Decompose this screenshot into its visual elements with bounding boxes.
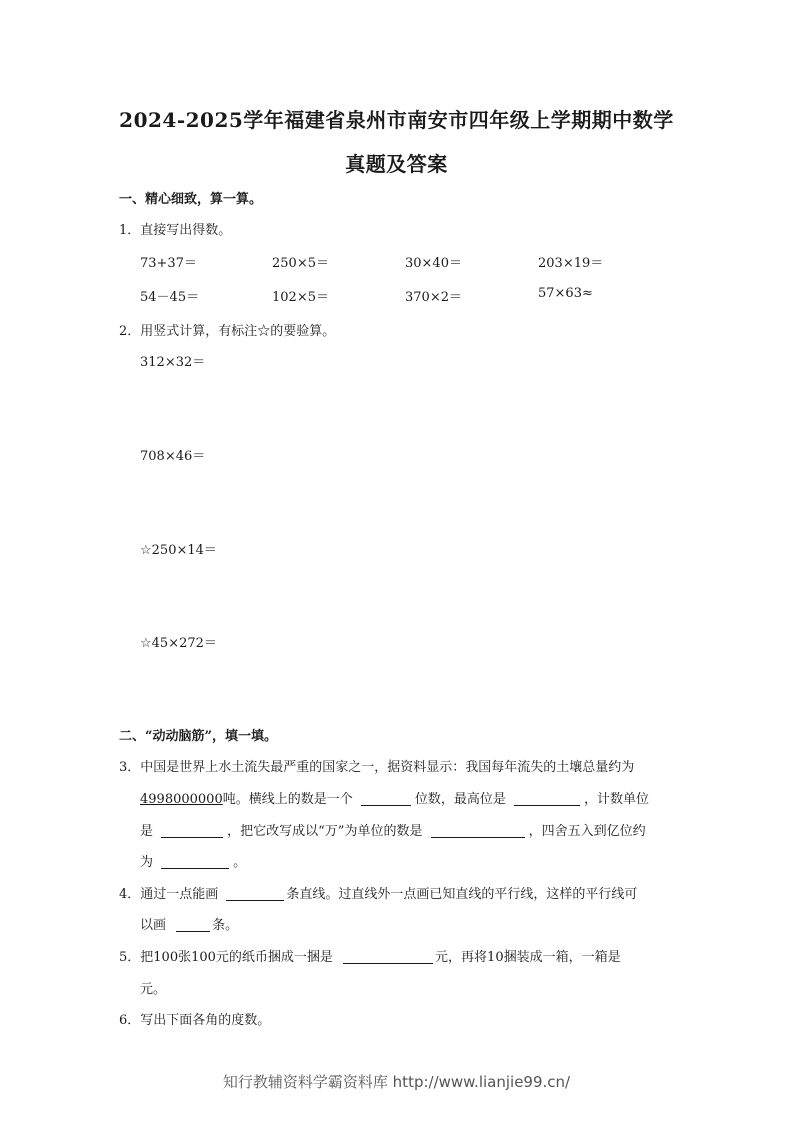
q3-part1: 3．中国是世界上水土流失最严重的国家之一，据资料显示：我国每年流失的土壤总量约为 (119, 760, 635, 775)
q2-item-1: 312×32＝ (140, 355, 206, 370)
q3-line-4 (140, 851, 246, 870)
section-2-heading: 二、“动动脑筋”，填一填。 (119, 729, 277, 744)
q1-r2-c2: 102×5＝ (272, 290, 329, 305)
q6-label: 6．写出下面各角的度数。 (119, 1013, 271, 1028)
q1-r1-c3: 30×40＝ (405, 256, 462, 271)
q1-r2-c4: 57×63≈ (538, 286, 593, 301)
q3-part6: ，把它改写成以“万”为单位的数是 (227, 824, 423, 839)
q2-item-2: 708×46＝ (140, 449, 206, 464)
q3-blank-unit[interactable] (161, 823, 223, 838)
q3-line-2 (140, 788, 649, 807)
q3-part3: 位数，最高位是 (414, 792, 506, 807)
q1-r1-c2: 250×5＝ (272, 256, 329, 271)
q2-label: 2．用竖式计算，有标注☆的要验算。 (119, 324, 336, 339)
q5-line-2 (140, 978, 166, 997)
footer-watermark: 知行教辅资料学霸资料库 http://www.lianjie99.cn/ (222, 1073, 571, 1091)
q4-part1: 4．通过一点能画 (119, 887, 219, 902)
q3-part4: ，计数单位 (584, 792, 650, 807)
q1-label: 1．直接写出得数。 (119, 223, 232, 238)
q3-blank-highest-place[interactable] (514, 791, 580, 806)
q3-line-3 (140, 820, 646, 839)
q2-item-4: ☆45×272＝ (140, 636, 217, 651)
title-line-1: 2024-2025学年福建省泉州市南安市四年级上学期期中数学 (119, 108, 674, 132)
q1-r2-c1: 54－45＝ (140, 290, 200, 305)
q5-blank-1[interactable] (343, 949, 433, 964)
q5-part1: 5．把100张100元的纸币捆成一捆是 (119, 950, 333, 965)
q3-part8: 为 (140, 855, 154, 870)
q3-line-1 (119, 756, 634, 775)
q5-part2: 元，再将10捆装成一箱，一箱是 (435, 950, 621, 965)
q3-blank-wan[interactable] (431, 823, 525, 838)
q1-r2-c3: 370×2＝ (405, 290, 462, 305)
q4-line-2 (140, 914, 238, 933)
title-line-2: 真题及答案 (345, 152, 448, 176)
q3-part5: 是 (140, 824, 154, 839)
q4-part2: 条直线。过直线外一点画已知直线的平行线，这样的平行线可 (286, 887, 638, 902)
q3-blank-digits[interactable] (361, 791, 411, 806)
q4-blank-2[interactable] (176, 917, 210, 932)
q1-r1-c4: 203×19＝ (538, 256, 604, 271)
q5-line-1 (119, 946, 621, 965)
q3-part9: 。 (233, 855, 247, 870)
q4-part4: 条。 (212, 918, 239, 933)
q3-blank-yi[interactable] (161, 854, 229, 869)
q5-part3: 元。 (140, 982, 167, 997)
q2-item-3: ☆250×14＝ (140, 543, 217, 558)
q4-part3: 以画 (140, 918, 167, 933)
q3-part7: ，四舍五入到亿位约 (528, 824, 646, 839)
q4-blank-1[interactable] (226, 886, 284, 901)
section-1-heading: 一、精心细致，算一算。 (119, 192, 263, 207)
q1-r1-c1: 73+37＝ (140, 256, 197, 271)
q3-part2: 吨。横线上的数是一个 (222, 792, 353, 807)
q4-line-1 (119, 883, 637, 902)
q3-number: 4998000000 (140, 792, 223, 807)
